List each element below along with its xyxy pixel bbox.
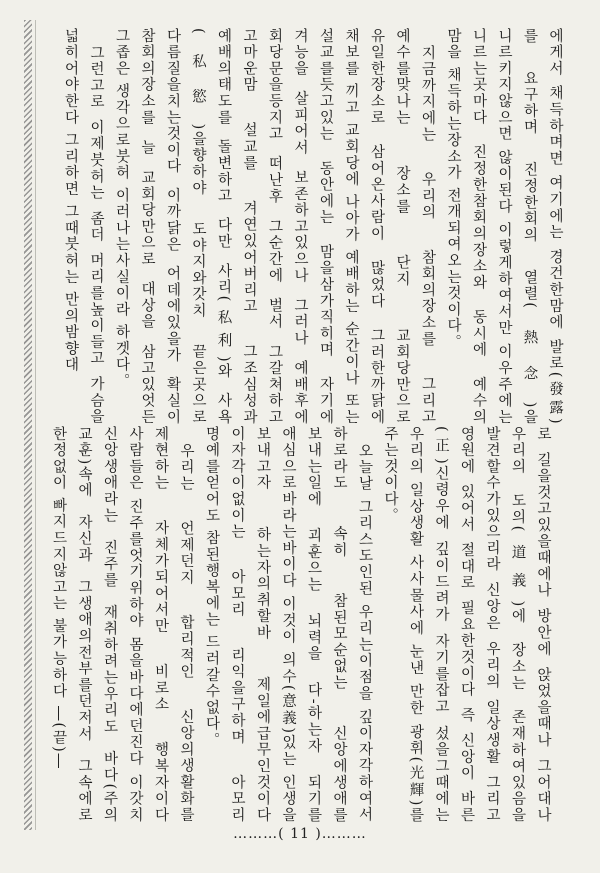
page-binding-edge [24, 20, 32, 830]
binding-margin-line [35, 20, 36, 830]
paragraph: 그런고로 이제붓허는 좀더 머리를높이들고 가슴을 넓히어야한다 그리하면 그때붓허는 만의밤향대 [62, 28, 104, 426]
right-half-column [62, 28, 568, 426]
paragraph: 지금까지에는 우리의 참회의장소를 그리고 예수를맞나는 장소를 단지 교회당만으로 유일한장소로 삼어온사람이 많었다 그러한까닭에 채보를 끼고 교회당에 나아가 예배하는 순간이나 또는 설교를듯고있는 동안에는 맘을삼가직히며 자기에 겨능을 살피어서 보존하고있으나 그러나 예배후에 회당문을등지고 떠난후 그순간에 벌서 그갈쳐하고 고마운맘 설교를 겨연있어버리고 그조심성과 예배의태도를 돌변하고 다만 사리(私利)와 사욕(私慾)을향하야 도야지와갓치 끝은곳으로 다름질을치는것이다 이까닭은 어데에있을가 확실이 참회의장소를 늘 교회당만으로 대상을 삼고있엇든 그좁은 생각으로붓허 이러나는사실이라 하겟다。 [113, 28, 436, 426]
paragraph: 로 길을것고있을때에나 방안에 앉었을때나 그어대나 우리의 도의(道義)에 장소는 존재하여있음을 발견할수가있으리라 신앙은 우리의 일상생활 그리고 영원에 있어서 절대로 필요한것이다 즉 신앙이 바른(正)신령우에 깊이드려가 자기를잡고 섰을그때에는 우리의 일상생활 사사물사에 눈낸 만한 광휘(光輝)를 주는것이다。 [382, 425, 551, 823]
left-half-column [50, 425, 568, 824]
paragraph: 우리는 언제던지 합리적인 신앙의생활화를 제현하는 자체가되어서만 비로소 행복자이다 사람들은 진주를엇기위하야 몸을바다에던진다 이갓치 신앙생애라는 진주를 재취하려는우리도 바다(주의 교훈)속에 자신과 그생애의전부를던저서 그속에로 한정없이 빠지드지않고는 불가능하다 ―(끝)― [50, 425, 194, 823]
paragraph: 에게서 채득하며면 여기에는 경건한맘에 발로(發露)를 요구하며 진정한회의 열렬(熱念)을 니르키지않으면 않이된다 이렇게하여서만 이우주에는 니르는곳마다 진정한참회의장소와 동시에 예수의 맘을 채득하는장소가 전개되여오는것이다。 [445, 28, 563, 426]
vertical-body-text [52, 28, 567, 823]
page-number: ………( 11 )……… [233, 826, 367, 842]
paragraph: 오늘날 그리스도인된 우리는이점을 깊이자각하여서 하로라도 속히 참된모순없는 신앙에생애를 보내는일에 괴훈으는 뇌력을 다-하는자 되기를 애심으로바라는바이다 이것이 의수(意義)있는 인생을 보내고자 하는자의취할바 제일에급무인것이다 이자각이없이는 아모리 리익을구하며 아모리 명예를얻어도 참된행복에는 드러갈수없다。 [203, 425, 373, 823]
